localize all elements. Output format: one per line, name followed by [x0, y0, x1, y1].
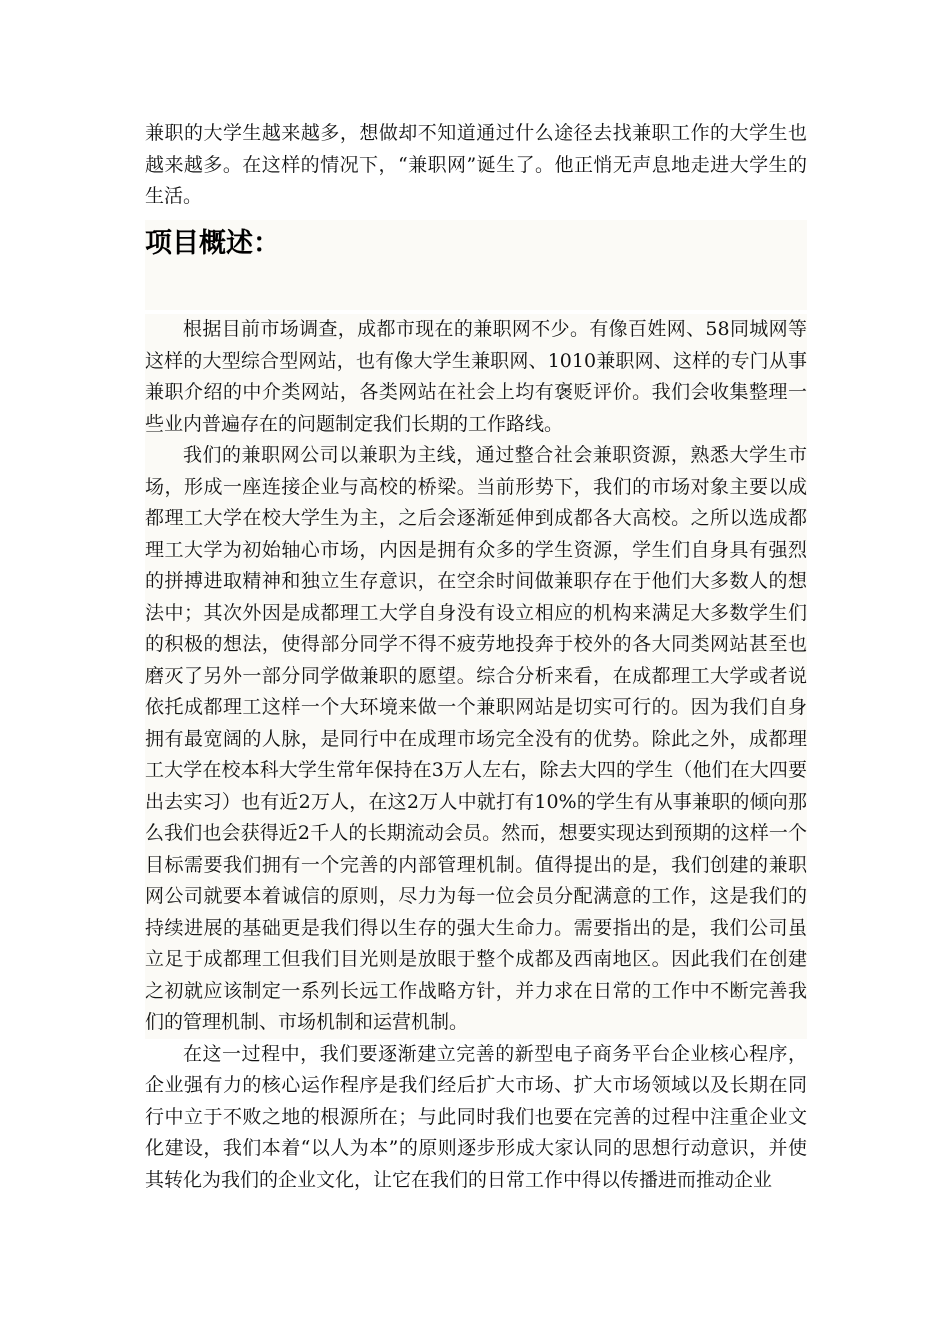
intro-block: [145, 118, 807, 213]
intro-paragraph: 兼职的大学生越来越多，想做却不知道通过什么途径去找兼职工作的大学生也越来越多。在这样的情况下，“兼职网”诞生了。他正悄无声息地走进大学生的生活。: [145, 122, 807, 207]
section-heading: 项目概述：: [145, 228, 280, 259]
body-block: [145, 314, 807, 1196]
paragraph-core-program: 在这一过程中，我们要逐渐建立完善的新型电子商务平台企业核心程序，企业强有力的核心运作程序是我们经后扩大市场、扩大市场领域以及长期在同行中立于不败之地的根源所在；与此同时我们也要在完善的过程中注重企业文化建设，我们本着“以人为本”的原则逐步形成大家认同的思想行动意识，并使其转化为我们的企业文化，让它在我们的日常工作中得以传播进而推动企业: [145, 1042, 807, 1191]
paragraph-market-survey: 根据目前市场调查，成都市现在的兼职网不少。有像百姓网、58同城网等这样的大型综合型网站，也有像大学生兼职网、1010兼职网、这样的专门从事兼职介绍的中介类网站，各类网站在社会上均有褒贬评价。我们会收集整理一些业内普遍存在的问题制定我们长期的工作路线。: [145, 314, 807, 440]
paragraph-company-overview: 我们的兼职网公司以兼职为主线，通过整合社会兼职资源，熟悉大学生市场，形成一座连接企业与高校的桥梁。当前形势下，我们的市场对象主要以成都理工大学在校大学生为主，之后会逐渐延伸到成都各大高校。之所以选成都理工大学为初始轴心市场，内因是拥有众多的学生资源，学生们自身具有强烈的拼搏进取精神和独立生存意识，在空余时间做兼职存在于他们大多数人的想法中；其次外因是成都理工大学自身没有设立相应的机构来满足大多数学生们的积极的想法，使得部分同学不得不疲劳地投奔于校外的各大同类网站甚至也磨灭了另外一部分同学做兼职的愿望。综合分析来看，在成都理工大学或者说依托成都理工这样一个大环境来做一个兼职网站是切实可行的。因为我们自身拥有最宽阔的人脉，是同行中在成理市场完全没有的优势。除此之外，成都理工大学在校本科大学生常年保持在3万人左右，除去大四的学生（他们在大四要出去实习）也有近2万人，在这2万人中就打有10%的学生有从事兼职的倾向那么我们也会获得近2千人的长期流动会员。然而，想要实现达到预期的这样一个目标需要我们拥有一个完善的内部管理机制。值得提出的是，我们创建的兼职网公司就要本着诚信的原则，尽力为每一位会员分配满意的工作，这是我们的持续进展的基础更是我们得以生存的强大生命力。需要指出的是，我们公司虽立足于成都理工但我们目光则是放眼于整个成都及西南地区。因此我们在创建之初就应该制定一系列长远工作战略方针，并力求在日常的工作中不断完善我们的管理机制、市场机制和运营机制。: [145, 440, 807, 1039]
